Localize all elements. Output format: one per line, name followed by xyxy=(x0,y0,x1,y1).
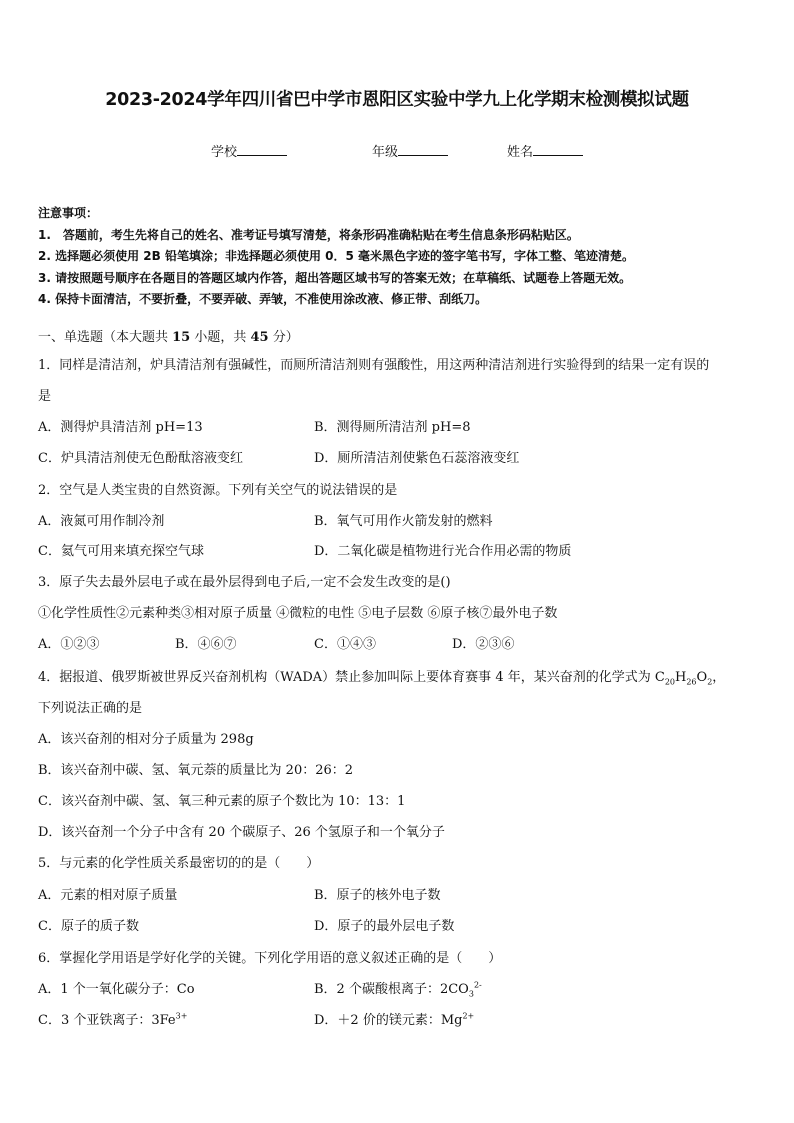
q3-option-d[interactable]: D．②③⑥ xyxy=(452,637,515,652)
q6-stem: 6．掌握化学用语是学好化学的关键。下列化学用语的意义叙述正确的是（ ） xyxy=(38,951,502,966)
q6-b-sup: 2- xyxy=(473,980,482,990)
q4-o-sub: 2 xyxy=(707,677,713,687)
q5-stem: 5．与元素的化学性质关系最密切的的是（ ） xyxy=(38,856,320,871)
q4-option-b[interactable]: B．该兴奋剂中碳、氢、氧元萘的质量比为 20：26：2 xyxy=(38,763,354,778)
q3-option-a[interactable]: A．①②③ xyxy=(38,637,100,652)
q4-option-c[interactable]: C．该兴奋剂中碳、氢、氧三种元素的原子个数比为 10：13：1 xyxy=(38,794,406,809)
q1-stem-cont: 是 xyxy=(38,389,52,404)
q3-option-b[interactable]: B．④⑥⑦ xyxy=(175,637,237,652)
grade-field[interactable] xyxy=(372,141,448,160)
q6-option-c[interactable] xyxy=(38,1009,187,1028)
name-blank[interactable] xyxy=(533,145,583,156)
q4-option-a[interactable]: A．该兴奋剂的相对分子质量为 298g xyxy=(38,732,254,747)
q6-option-a[interactable]: A．1 个一氧化碳分子：Co xyxy=(38,982,195,997)
section-points: 45 xyxy=(250,330,269,345)
q6-c-text: C．3 个亚铁离子：3Fe xyxy=(38,1013,176,1028)
notes-heading: 注意事项： xyxy=(38,206,99,220)
q2-option-d[interactable]: D．二氧化碳是植物进行光合作用必需的物质 xyxy=(314,544,572,559)
note-item: 4. 保持卡面清洁，不要折叠，不要弄破、弄皱，不准使用涂改液、修正带、刮纸刀。 xyxy=(38,292,488,306)
q4-h: H xyxy=(675,670,687,685)
section-count: 15 xyxy=(172,330,191,345)
q6-b-text: B．2 个碳酸根离子：2CO xyxy=(314,982,469,997)
exam-title: 2023-2024学年四川省巴中学市恩阳区实验中学九上化学期末检测模拟试题 xyxy=(105,90,689,110)
q5-option-a[interactable]: A．元素的相对原子质量 xyxy=(38,888,178,903)
q4-stem-post: ， xyxy=(712,670,726,685)
q5-option-b[interactable]: B．原子的核外电子数 xyxy=(314,888,441,903)
section-heading xyxy=(38,326,299,345)
q2-option-a[interactable]: A．液氮可用作制冷剂 xyxy=(38,514,165,529)
q6-b-sub: 3 xyxy=(468,989,474,999)
q1-option-c[interactable]: C．炉具清洁剂使无色酚酞溶液变红 xyxy=(38,451,243,466)
q4-h-sub: 26 xyxy=(686,677,697,687)
q1-option-d[interactable]: D．厕所清洁剂使紫色石蕊溶液变红 xyxy=(314,451,520,466)
q3-option-c[interactable]: C．①④③ xyxy=(314,637,376,652)
q1-option-a[interactable]: A．测得炉具清洁剂 pH=13 xyxy=(38,420,203,435)
grade-label: 年级 xyxy=(372,145,399,160)
q3-stem: 3．原子失去最外层电子或在最外层得到电子后,一定不会发生改变的是() xyxy=(38,575,451,590)
q5-option-c[interactable]: C．原子的质子数 xyxy=(38,919,139,934)
q4-stem-pre: 4．据报道、俄罗斯被世界反兴奋剂机构（WADA）禁止参加叫际上要体育赛事 4 年，某兴奋剂的化学式为 C xyxy=(38,670,665,685)
name-field[interactable] xyxy=(507,141,583,160)
q4-o: O xyxy=(696,670,708,685)
q4-option-d[interactable]: D．该兴奋剂一个分子中含有 20 个碳原子、26 个氢原子和一个氧分子 xyxy=(38,825,445,840)
section-label: 一、单选题（本大题共 xyxy=(38,330,173,345)
section-mid: 小题，共 xyxy=(190,330,251,345)
q1-option-b[interactable]: B．测得厕所清洁剂 pH=8 xyxy=(314,420,471,435)
q5-option-d[interactable]: D．原子的最外层电子数 xyxy=(314,919,455,934)
name-label: 姓名 xyxy=(507,145,534,160)
q6-d-sup: 2+ xyxy=(462,1011,475,1021)
q1-stem: 1．同样是清洁剂，炉具清洁剂有强碱性，而厕所清洁剂则有强酸性，用这两种清洁剂进行实验得到的结果一定有误的 xyxy=(38,358,710,373)
note-item: 3. 请按照题号顺序在各题目的答题区域内作答，超出答题区域书写的答案无效；在草稿纸、试题卷上答题无效。 xyxy=(38,270,632,285)
q6-option-b[interactable] xyxy=(314,978,482,999)
q6-option-d[interactable] xyxy=(314,1009,474,1028)
q2-option-c[interactable]: C．氦气可用来填充探空气球 xyxy=(38,544,204,559)
q6-c-sup: 3+ xyxy=(175,1011,188,1021)
q4-stem xyxy=(38,666,725,687)
section-end: 分） xyxy=(268,330,299,345)
q6-d-text: D．＋2 价的镁元素：Mg xyxy=(314,1013,463,1028)
grade-blank[interactable] xyxy=(398,145,448,156)
school-blank[interactable] xyxy=(237,145,287,156)
q2-stem: 2．空气是人类宝贵的自然资源。下列有关空气的说法错误的是 xyxy=(38,483,398,498)
q4-stem-cont: 下列说法正确的是 xyxy=(38,701,143,716)
q4-c-sub: 20 xyxy=(664,677,675,687)
school-label: 学校 xyxy=(211,145,238,160)
notes-block xyxy=(38,203,768,311)
note-item: 1. 答题前，考生先将自己的姓名、准考证号填写清楚，将条形码准确粘贴在考生信息条形码粘贴区。 xyxy=(38,227,579,242)
q2-option-b[interactable]: B．氧气可用作火箭发射的燃料 xyxy=(314,514,493,529)
q3-list: ①化学性质性②元素种类③相对原子质量 ④微粒的电性 ⑤电子层数 ⑥原子核⑦最外电子数 xyxy=(38,606,558,621)
school-field[interactable] xyxy=(211,141,287,160)
note-item: 2. 选择题必须使用 2B 铅笔填涂；非选择题必须使用 0．5 毫米黑色字迹的签字笔书写，字体工整、笔迹清楚。 xyxy=(38,249,634,263)
